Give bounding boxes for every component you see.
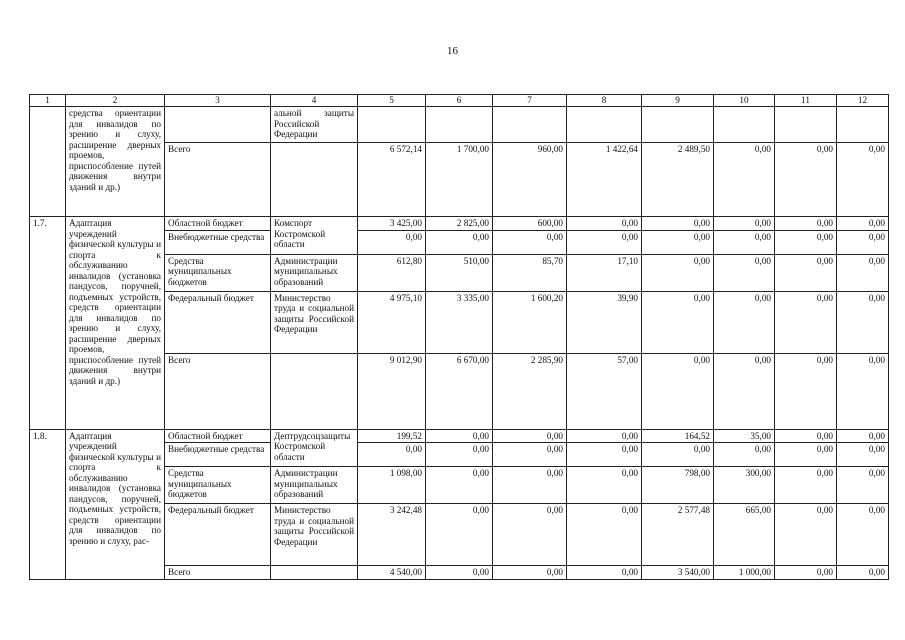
value-cell [426,107,493,143]
executor [271,353,358,429]
value-cell: 0,00 [426,230,493,254]
value-cell: 0,00 [837,443,889,467]
value-cell: 0,00 [837,429,889,443]
value-cell: 57,00 [567,353,642,429]
header-cell: 8 [567,95,642,107]
value-cell: 0,00 [775,566,837,580]
value-cell: 2 285,90 [493,353,567,429]
funding-source: Федеральный бюджет [165,291,271,353]
value-cell: 2 489,50 [642,143,714,217]
value-cell: 4 975,10 [358,291,426,353]
value-cell: 0,00 [837,504,889,566]
value-cell: 0,00 [567,217,642,231]
value-cell [837,107,889,143]
value-cell: 0,00 [775,254,837,291]
executor: Дептрудсоцзащиты Костромской области [271,429,358,467]
value-cell: 0,00 [714,353,775,429]
funding-source: Федеральный бюджет [165,504,271,566]
value-cell: 0,00 [642,230,714,254]
header-cell: 1 [30,95,66,107]
value-cell: 0,00 [493,566,567,580]
executor: Комспорт Костромской области [271,217,358,255]
value-cell: 0,00 [714,217,775,231]
value-cell: 0,00 [714,230,775,254]
value-cell: 0,00 [775,291,837,353]
value-cell [567,107,642,143]
item-number-cell [30,107,66,217]
value-cell: 0,00 [775,217,837,231]
header-cell: 10 [714,95,775,107]
value-cell: 0,00 [358,443,426,467]
item-description: Адаптация учреждений физической культуры и спорта к обслуживанию инвалидов (установка пандусов, поручней, подъемных устройств, средств ориентации для инвалидов по зрению и слуху, рас- [66,429,165,579]
value-cell: 0,00 [426,504,493,566]
value-cell: 0,00 [714,443,775,467]
executor [271,566,358,580]
header-cell: 4 [271,95,358,107]
value-cell: 0,00 [567,566,642,580]
value-cell: 0,00 [837,254,889,291]
value-cell: 0,00 [837,353,889,429]
value-cell: 0,00 [642,291,714,353]
value-cell: 1 422,64 [567,143,642,217]
header-cell: 7 [493,95,567,107]
executor: Министерство труда и социальной защиты Российской Федерации [271,291,358,353]
value-cell [775,107,837,143]
value-cell: 665,00 [714,504,775,566]
value-cell: 9 012,90 [358,353,426,429]
value-cell: 0,00 [426,443,493,467]
value-cell: 39,90 [567,291,642,353]
value-cell: 0,00 [837,143,889,217]
value-cell: 0,00 [775,467,837,504]
value-cell: 0,00 [775,504,837,566]
funding-source: Областной бюджет [165,429,271,443]
value-cell: 0,00 [837,230,889,254]
header-cell: 11 [775,95,837,107]
value-cell: 0,00 [426,467,493,504]
value-cell: 0,00 [714,291,775,353]
value-cell: 0,00 [642,443,714,467]
header-cell: 2 [66,95,165,107]
funding-source: Внебюджетные средства [165,443,271,467]
value-cell: 0,00 [493,443,567,467]
value-cell [358,107,426,143]
value-cell: 164,52 [642,429,714,443]
value-cell: 0,00 [567,467,642,504]
item-number: 1.7. [30,217,66,430]
value-cell: 0,00 [567,443,642,467]
value-cell: 0,00 [837,566,889,580]
value-cell [714,107,775,143]
value-cell: 35,00 [714,429,775,443]
header-cell: 6 [426,95,493,107]
value-cell: 17,10 [567,254,642,291]
value-cell: 510,00 [426,254,493,291]
value-cell: 3 242,48 [358,504,426,566]
value-cell: 4 540,00 [358,566,426,580]
value-cell: 0,00 [493,429,567,443]
value-cell: 798,00 [642,467,714,504]
value-cell: 0,00 [567,230,642,254]
value-cell: 0,00 [837,291,889,353]
value-cell: 3 540,00 [642,566,714,580]
funding-source: Средства муниципальных бюджетов [165,254,271,291]
executor: Администрации муниципальных образований [271,467,358,504]
budget-table [29,94,889,580]
value-cell: 600,00 [493,217,567,231]
value-cell: 0,00 [493,230,567,254]
item-number: 1.8. [30,429,66,579]
executor: альной защиты Российской Федерации [271,107,358,143]
header-cell: 5 [358,95,426,107]
value-cell: 300,00 [714,467,775,504]
funding-source: Всего [165,353,271,429]
value-cell: 3 335,00 [426,291,493,353]
value-cell: 612,80 [358,254,426,291]
value-cell: 2 825,00 [426,217,493,231]
funding-source: Всего [165,566,271,580]
table-row [30,429,889,443]
value-cell: 0,00 [567,504,642,566]
value-cell: 1 000,00 [714,566,775,580]
value-cell: 3 425,00 [358,217,426,231]
value-cell: 6 572,14 [358,143,426,217]
value-cell: 1 098,00 [358,467,426,504]
value-cell: 0,00 [426,566,493,580]
header-cell: 12 [837,95,889,107]
header-row [30,95,889,107]
value-cell: 85,70 [493,254,567,291]
value-cell: 0,00 [642,353,714,429]
page-number: 16 [447,45,458,57]
table-row [30,217,889,231]
value-cell: 0,00 [358,230,426,254]
value-cell: 0,00 [775,443,837,467]
value-cell: 2 577,48 [642,504,714,566]
value-cell: 0,00 [775,230,837,254]
value-cell: 0,00 [642,217,714,231]
item-description: Адаптация учреждений физической культуры и спорта к обслуживанию инвалидов (установка пандусов, поручней, подъемных устройств, средств ориентации для инвалидов по зрению и слуху, расширение дверных проемов, приспособление путей движения внутри зданий и др.) [66,217,165,430]
value-cell: 0,00 [714,254,775,291]
value-cell: 6 670,00 [426,353,493,429]
value-cell: 199,52 [358,429,426,443]
value-cell: 1 700,00 [426,143,493,217]
executor: Министерство труда и социальной защиты Российской Федерации [271,504,358,566]
value-cell: 0,00 [714,143,775,217]
value-cell [493,107,567,143]
executor [271,143,358,217]
value-cell [642,107,714,143]
item-description: средства ориентации для инвалидов по зрению и слуху, расширение дверных проемов, приспособление путей движения внутри зданий и др.) [66,107,165,217]
value-cell: 0,00 [837,217,889,231]
value-cell: 0,00 [493,504,567,566]
funding-source: Областной бюджет [165,217,271,231]
value-cell: 0,00 [775,353,837,429]
value-cell: 0,00 [642,254,714,291]
value-cell: 1 600,20 [493,291,567,353]
funding-source: Внебюджетные средства [165,230,271,254]
funding-source: Всего [165,143,271,217]
value-cell: 0,00 [426,429,493,443]
value-cell: 0,00 [775,143,837,217]
value-cell: 0,00 [837,467,889,504]
value-cell: 0,00 [775,429,837,443]
value-cell: 0,00 [493,467,567,504]
header-cell: 3 [165,95,271,107]
table-row [30,107,889,143]
executor: Администрации муниципальных образований [271,254,358,291]
value-cell: 960,00 [493,143,567,217]
header-cell: 9 [642,95,714,107]
funding-source: Средства муниципальных бюджетов [165,467,271,504]
value-cell: 0,00 [567,429,642,443]
funding-source [165,107,271,143]
